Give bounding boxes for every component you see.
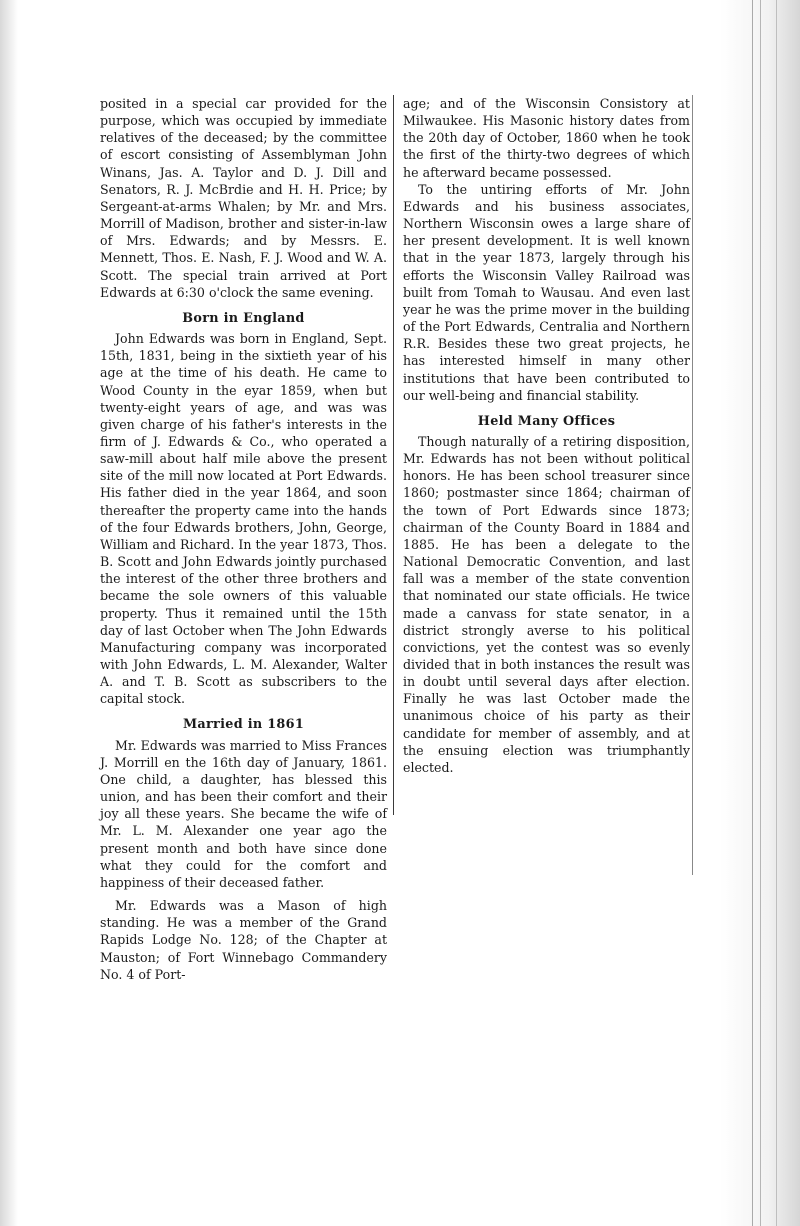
column-divider bbox=[393, 95, 394, 815]
page-edge-line bbox=[760, 0, 761, 1226]
clipping-edge-rule bbox=[692, 95, 693, 875]
paragraph: age; and of the Wisconsin Consistory at Milwaukee. His Masonic history dates from the 20th day of October, 1860 when he took the first of the thirty-two degrees of which he afterward became possessed. bbox=[403, 96, 690, 180]
article-column-left bbox=[100, 95, 387, 983]
paragraph: To the untiring efforts of Mr. John Edwards and his business associates, Northern Wisconsin owes a large share of her present development. It is well known that in the year 1873, largely through his efforts the Wisconsin Valley Railroad was built from Tomah to Wausau. And even last year he was the prime mover in the building of the Port Edwards, Centralia and Northern R.R. Besides these two great projects, he has interested himself in many other institutions that have been contributed to our well-being and financial stability. bbox=[403, 181, 690, 403]
page-edge-line bbox=[752, 0, 753, 1226]
page-edge-line bbox=[776, 0, 777, 1226]
paragraph: Mr. Edwards was married to Miss Frances J. Morrill en the 16th day of January, 1861. One child, a daughter, has blessed this union, and has been their comfort and their joy all these years. She became the wife of Mr. L. M. Alexander one year ago the present month and both have since done what they could for the comfort and happiness of their deceased father. bbox=[100, 737, 387, 890]
section-heading: Married in 1861 bbox=[182, 717, 305, 733]
paragraph: Though naturally of a retiring disposition, Mr. Edwards has not been without political honors. He has been school treasurer since 1860; postmaster since 1864; chairman of the town of Port Edwards since 1873; chairman of the County Board in 1884 and 1885. He has been a delegate to the National Democratic Convention, and last fall was a member of the state convention that nominated our state officials. He twice made a canvass for state senator, in a district strongly averse to his political convictions, yet the contest was so evenly divided that in both instances the result was in doubt until several days after election. Finally he was last October made the unanimous choice of his party as their candidate for member of assembly, and at the ensuing election was triumphantly elected. bbox=[403, 433, 690, 775]
scan-shadow-left bbox=[0, 0, 18, 1226]
paragraph: John Edwards was born in England, Sept. 15th, 1831, being in the sixtieth year of his age at the time of his death. He came to Wood County in the eyar 1859, when but twenty-eight years of age, and was was given charge of his father's interests in the firm of J. Edwards & Co., who operated a saw-mill about half mile above the present site of the mill now located at Port Edwards. His father died in the year 1864, and soon thereafter the property came into the hands of the four Edwards brothers, John, George, William and Richard. In the year 1873, Thos. B. Scott and John Edwards jointly purchased the interest of the other three brothers and became the sole owners of this valuable property. Thus it remained until the 15th day of last October when The John Edwards Manufacturing company was incorporated with John Edwards, L. M. Alexander, Walter A. and T. B. Scott as subscribers to the capital stock. bbox=[100, 331, 387, 707]
paragraph: posited in a special car provided for the purpose, which was occupied by immediate relatives of the deceased; by the committee of escort consisting of Assemblyman John Winans, Jas. A. Taylor and D. J. Dill and Senators, R. J. McBrdie and H. H. Price; by Sergeant-at-arms Whalen; by Mr. and Mrs. Morrill of Madison, brother and sister-in-law of Mrs. Edwards; and by Messrs. E. Mennett, Thos. E. Nash, F. J. Wood and W. A. Scott. The special train arrived at Port Edwards at 6:30 o'clock the same evening. bbox=[100, 96, 387, 300]
section-heading: Born in England bbox=[182, 310, 305, 326]
paragraph: Mr. Edwards was a Mason of high standing. He was a member of the Grand Rapids Lodge No. 128; of the Chapter at Mauston; of Fort Winnebago Commandery No. 4 of Port- bbox=[100, 898, 387, 982]
section-heading: Held Many Offices bbox=[477, 413, 616, 429]
newspaper-clipping bbox=[100, 95, 692, 982]
article-column-right bbox=[403, 95, 690, 776]
